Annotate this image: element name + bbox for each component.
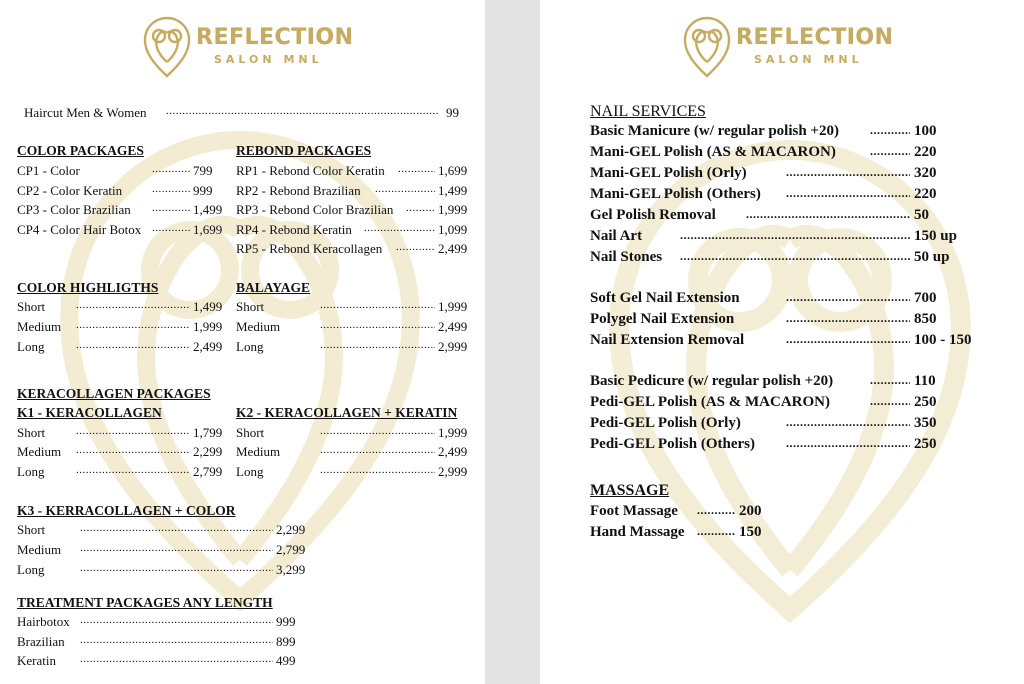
- extension-price: 700: [914, 290, 937, 306]
- salon-emblem-icon: [142, 16, 192, 78]
- nail-service-price: 50 up: [914, 249, 950, 265]
- color-package-price: 999: [193, 183, 213, 198]
- k1-length-label: Medium: [17, 444, 62, 459]
- dot-leader: [870, 394, 910, 410]
- nail-service-label: Mani-GEL Polish (Orly): [590, 165, 747, 181]
- dot-leader: [320, 339, 435, 355]
- dot-leader: [76, 444, 190, 460]
- nail-service-label: Nail Art: [590, 228, 643, 244]
- color-package-price: 799: [193, 163, 213, 178]
- dot-leader: [786, 290, 910, 306]
- rebond-package-price: 1,499: [438, 183, 468, 198]
- pedicure-label: Pedi-GEL Polish (AS & MACARON): [590, 394, 830, 410]
- dot-leader: [80, 634, 273, 650]
- nail-service-price: 320: [914, 165, 937, 181]
- pedicure-price: 250: [914, 436, 937, 452]
- k1-length-label: Short: [17, 425, 46, 440]
- subheading-k1: K1 - KERACOLLAGEN: [17, 405, 162, 420]
- dot-leader: [76, 299, 190, 315]
- dot-leader: [680, 228, 910, 244]
- treatment-label: Hairbotox: [17, 614, 70, 629]
- color-package-label: CP4 - Color Hair Botox: [17, 222, 142, 237]
- rebond-package-label: RP4 - Rebond Keratin: [236, 222, 352, 237]
- dot-leader: [152, 222, 190, 238]
- brand-tagline: SALON MNL: [214, 53, 323, 66]
- k1-price: 2,799: [193, 464, 223, 479]
- color-package-label: CP1 - Color: [17, 163, 80, 178]
- dot-leader: [80, 614, 273, 630]
- section-heading-rebond-packages: REBOND PACKAGES: [236, 143, 372, 158]
- balayage-length-label: Long: [236, 339, 264, 354]
- rebond-package-label: RP3 - Rebond Color Brazilian: [236, 202, 394, 217]
- extension-price: 850: [914, 311, 937, 327]
- extension-price: 100 - 150: [914, 332, 972, 348]
- pedicure-label: Basic Pedicure (w/ regular polish +20): [590, 373, 834, 389]
- dot-leader: [786, 436, 910, 452]
- dot-leader: [870, 123, 910, 139]
- dot-leader: [80, 562, 273, 578]
- dot-leader: [786, 332, 910, 348]
- k3-length-label: Medium: [17, 542, 62, 557]
- highlight-price: 1,499: [193, 299, 223, 314]
- extension-label: Soft Gel Nail Extension: [590, 290, 740, 306]
- rebond-package-price: 1,999: [438, 202, 468, 217]
- dot-leader: [786, 186, 910, 202]
- brand-tagline: SALON MNL: [754, 53, 863, 66]
- rebond-package-price: 1,099: [438, 222, 468, 237]
- k3-price: 3,299: [276, 562, 306, 577]
- pedicure-price: 110: [914, 373, 936, 389]
- pedicure-price: 350: [914, 415, 937, 431]
- treatment-price: 499: [276, 653, 296, 668]
- dot-leader: [406, 202, 435, 218]
- k2-length-label: Short: [236, 425, 265, 440]
- menu-page-nails: [540, 0, 1024, 684]
- nail-service-label: Gel Polish Removal: [590, 207, 716, 223]
- massage-label: Hand Massage: [590, 524, 685, 540]
- dot-leader: [870, 144, 910, 160]
- dot-leader: [76, 425, 190, 441]
- dot-leader: [76, 339, 190, 355]
- k1-price: 2,299: [193, 444, 223, 459]
- balayage-length-label: Short: [236, 299, 265, 314]
- highlight-length-label: Long: [17, 339, 45, 354]
- balayage-length-label: Medium: [236, 319, 281, 334]
- rebond-package-price: 1,699: [438, 163, 468, 178]
- section-heading-keracollagen: KERACOLLAGEN PACKAGES: [17, 386, 211, 401]
- nail-service-label: Mani-GEL Polish (AS & MACARON): [590, 144, 836, 160]
- dot-leader: [697, 524, 735, 540]
- section-heading-balayage: BALAYAGE: [236, 280, 311, 295]
- color-package-price: 1,499: [193, 202, 223, 217]
- nail-service-price: 220: [914, 186, 937, 202]
- color-package-price: 1,699: [193, 222, 223, 237]
- dot-leader: [364, 222, 435, 238]
- nail-service-label: Nail Stones: [590, 249, 663, 265]
- pedicure-price: 250: [914, 394, 937, 410]
- balayage-price: 1,999: [438, 299, 468, 314]
- treatment-label: Keratin: [17, 653, 56, 668]
- section-heading-color-packages: COLOR PACKAGES: [17, 143, 144, 158]
- section-heading-nail-services: NAIL SERVICES: [590, 103, 706, 120]
- dot-leader: [786, 165, 910, 181]
- dot-leader: [80, 653, 273, 669]
- dot-leader: [80, 522, 273, 538]
- treatment-price: 899: [276, 634, 296, 649]
- section-heading-massage: MASSAGE: [590, 482, 670, 499]
- k2-price: 1,999: [438, 425, 468, 440]
- extension-label: Polygel Nail Extension: [590, 311, 735, 327]
- pedicure-label: Pedi-GEL Polish (Orly): [590, 415, 741, 431]
- menu-page-hair: [0, 0, 485, 684]
- nail-service-price: 50: [914, 207, 929, 223]
- dot-leader: [396, 241, 435, 257]
- color-package-label: CP2 - Color Keratin: [17, 183, 123, 198]
- rebond-package-label: RP1 - Rebond Color Keratin: [236, 163, 385, 178]
- treatment-label: Brazilian: [17, 634, 65, 649]
- brand-name: REFLECTION: [736, 25, 894, 50]
- k3-length-label: Long: [17, 562, 45, 577]
- nail-service-price: 220: [914, 144, 937, 160]
- dot-leader: [152, 163, 190, 179]
- treatment-price: 999: [276, 614, 296, 629]
- nail-service-label: Mani-GEL Polish (Others): [590, 186, 761, 202]
- dot-leader: [320, 299, 435, 315]
- dot-leader: [320, 444, 435, 460]
- k2-price: 2,499: [438, 444, 468, 459]
- dot-leader: [786, 415, 910, 431]
- balayage-price: 2,499: [438, 319, 468, 334]
- rebond-package-price: 2,499: [438, 241, 468, 256]
- k2-length-label: Medium: [236, 444, 281, 459]
- dot-leader: [76, 319, 190, 335]
- massage-price: 200: [739, 503, 762, 519]
- haircut-price: 99: [446, 105, 459, 120]
- section-heading-color-highlights: COLOR HIGHLIGTHS: [17, 280, 159, 295]
- subheading-k3: K3 - KERRACOLLAGEN + COLOR: [17, 503, 236, 518]
- pedicure-label: Pedi-GEL Polish (Others): [590, 436, 755, 452]
- massage-label: Foot Massage: [590, 503, 678, 519]
- dot-leader: [786, 311, 910, 327]
- k3-price: 2,299: [276, 522, 306, 537]
- extension-label: Nail Extension Removal: [590, 332, 745, 348]
- dot-leader: [870, 373, 910, 389]
- rebond-package-label: RP5 - Rebond Keracollagen: [236, 241, 383, 256]
- dot-leader: [375, 183, 435, 199]
- rebond-package-label: RP2 - Rebond Brazilian: [236, 183, 361, 198]
- k2-price: 2,999: [438, 464, 468, 479]
- balayage-price: 2,999: [438, 339, 468, 354]
- salon-emblem-icon: [682, 16, 732, 78]
- k1-price: 1,799: [193, 425, 223, 440]
- k2-length-label: Long: [236, 464, 264, 479]
- brand-name: REFLECTION: [196, 25, 354, 50]
- highlight-length-label: Medium: [17, 319, 62, 334]
- dot-leader: [320, 464, 435, 480]
- k3-length-label: Short: [17, 522, 46, 537]
- dot-leader: [680, 249, 910, 265]
- dot-leader: [152, 202, 190, 218]
- highlight-length-label: Short: [17, 299, 46, 314]
- dot-leader: [152, 183, 190, 199]
- haircut-label: Haircut Men & Women: [24, 105, 147, 120]
- nail-service-label: Basic Manicure (w/ regular polish +20): [590, 123, 839, 139]
- dot-leader: [697, 503, 735, 519]
- nail-service-price: 100: [914, 123, 937, 139]
- section-heading-treatment: TREATMENT PACKAGES ANY LENGTH: [17, 595, 273, 610]
- dot-leader: [320, 425, 435, 441]
- dot-leader: [80, 542, 273, 558]
- highlight-price: 2,499: [193, 339, 223, 354]
- k1-length-label: Long: [17, 464, 45, 479]
- subheading-k2: K2 - KERACOLLAGEN + KERATIN: [236, 405, 458, 420]
- dot-leader: [76, 464, 190, 480]
- dot-leader: [746, 207, 910, 223]
- massage-price: 150: [739, 524, 762, 540]
- dot-leader: [166, 105, 438, 121]
- dot-leader: [320, 319, 435, 335]
- highlight-price: 1,999: [193, 319, 223, 334]
- k3-price: 2,799: [276, 542, 306, 557]
- nail-service-price: 150 up: [914, 228, 957, 244]
- dot-leader: [398, 163, 435, 179]
- color-package-label: CP3 - Color Brazilian: [17, 202, 131, 217]
